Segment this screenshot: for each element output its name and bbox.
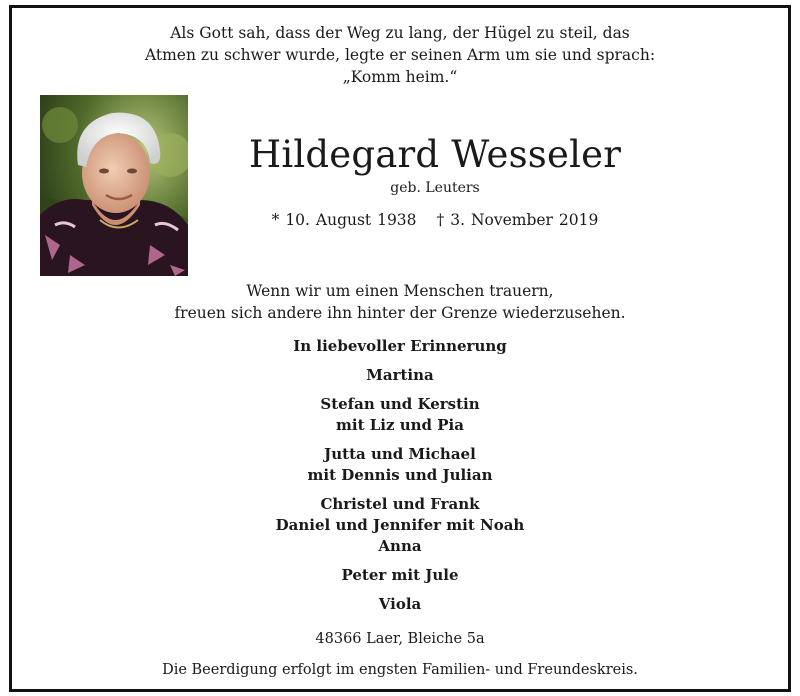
family-address: 48366 Laer, Bleiche 5a (315, 631, 485, 647)
mourner-group (12, 494, 788, 557)
mourner-group (12, 365, 788, 386)
deceased-name: Hildegard Wesseler (248, 133, 622, 176)
birth-date: * 10. August 1938 (271, 211, 417, 229)
mourner-group (12, 594, 788, 615)
quote-line: „Komm heim.“ (342, 68, 458, 86)
verse-line: freuen sich andere ihn hinter der Grenze wiederzusehen. (174, 304, 626, 322)
mourner-group (12, 394, 788, 436)
opening-quote (12, 22, 788, 88)
death-date: † 3. November 2019 (436, 211, 599, 229)
life-dates (82, 211, 788, 229)
mourning-verse (12, 280, 788, 324)
mourner-group (12, 565, 788, 586)
mourner-line: mit Liz und Pia (336, 416, 464, 434)
verse-line: Wenn wir um einen Menschen trauern, (246, 282, 554, 300)
mourners-intro: In liebevoller Erinnerung (293, 337, 507, 355)
mourner-line: Viola (378, 595, 422, 613)
mourner-line: Stefan und Kerstin (320, 395, 480, 413)
mourner-line: Daniel und Jennifer mit Noah (275, 516, 525, 534)
mourners-list (12, 336, 788, 623)
funeral-note: Die Beerdigung erfolgt im engsten Familien- und Freundeskreis. (162, 662, 638, 678)
mourner-line: Peter mit Jule (341, 566, 459, 584)
mourner-group (12, 444, 788, 486)
mourner-line: Martina (366, 366, 434, 384)
mourner-line: Christel und Frank (320, 495, 480, 513)
maiden-name: geb. Leuters (390, 180, 480, 196)
quote-line: Atmen zu schwer wurde, legte er seinen Arm um sie und sprach: (144, 46, 656, 64)
mourner-line: mit Dennis und Julian (307, 466, 493, 484)
quote-line: Als Gott sah, dass der Weg zu lang, der Hügel zu steil, das (170, 24, 630, 42)
obituary-notice (9, 5, 791, 692)
mourner-line: Jutta und Michael (324, 445, 476, 463)
mourner-line: Anna (378, 537, 422, 555)
